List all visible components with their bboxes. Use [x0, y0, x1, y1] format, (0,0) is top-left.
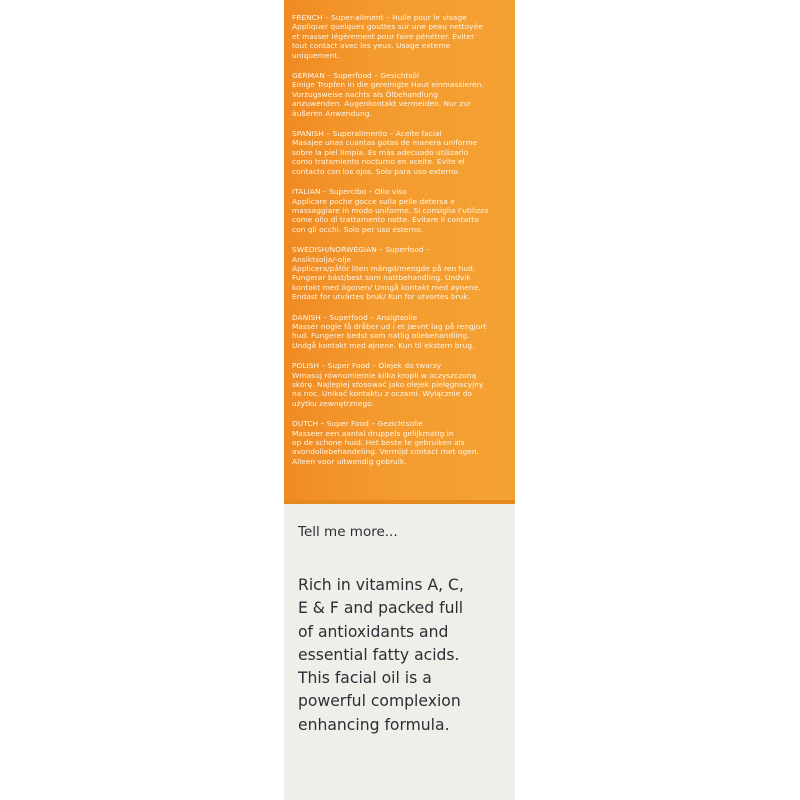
product-box — [284, 0, 515, 800]
translation-line: GERMAN – Superfood – Gesichtsöl — [292, 71, 420, 81]
translation-line: SPANISH – Superalimento – Aceite facial — [292, 129, 442, 139]
translation-line: kontakt med ögonen/ Unngå kontakt med øynene. — [292, 282, 481, 292]
translation-line: skórę. Najlepiej stosować jako olejek pielęgnacyjny — [292, 380, 484, 389]
translation-danish — [292, 313, 514, 351]
info-body-line: powerful complexion — [298, 692, 461, 711]
translation-line: uniquement. — [292, 50, 340, 60]
translation-line: sobre la piel limpia. Es más adecuado utilizarlo — [292, 147, 469, 157]
info-body-line: This facial oil is a — [298, 669, 432, 688]
translation-line: op de schone huid. Het beste te gebruiken als — [292, 438, 465, 448]
translation-swedish-norwegian — [292, 245, 514, 301]
info-body — [298, 574, 514, 737]
translation-spanish — [292, 129, 514, 176]
translation-line: Appliquer quelques gouttes sur une peau nettoyée — [292, 22, 483, 32]
translation-line: Wmasuj równomiernie kilka kropli w oczyszczoną — [292, 370, 477, 380]
translation-line: FRENCH – Super-aliment – Huile pour le visage — [292, 13, 467, 22]
translation-line: Massér nogle få dråber ud i et jævnt lag på rengjort — [292, 321, 487, 331]
translation-italian — [292, 187, 514, 234]
translation-dutch — [292, 419, 514, 466]
info-heading: Tell me more... — [298, 524, 398, 540]
translation-line: Undgå kontakt med øjnene. Kun til ekstern brug. — [292, 340, 475, 350]
translation-line: hud. Fungerer bedst som natlig oliebehandling. — [292, 331, 470, 341]
translation-line: come olio di trattamento notte. Evitare il contatto — [292, 215, 479, 225]
translation-line: contacto con los ojos. Solo para uso externo. — [292, 166, 461, 176]
info-body-line: essential fatty acids. — [298, 645, 460, 664]
info-body-line: Rich in vitamins A, C, — [298, 576, 464, 594]
translation-line: Alleen voor uitwendig gebruik. — [292, 456, 407, 466]
translation-line: ITALIAN – Supercibo – Olio viso — [292, 187, 407, 197]
translation-line: DUTCH – Super Food – Gezichtsolie — [292, 419, 423, 429]
info-body-line: E & F and packed full — [298, 599, 464, 618]
translations-panel — [284, 0, 515, 500]
translation-french — [292, 13, 514, 60]
translation-line: na noc. Unikać kontaktu z oczami. Wyłącznie do — [292, 389, 473, 399]
translation-line: Applicera/påför liten mängd/mengde på ren hud. — [292, 263, 476, 273]
translation-line: como tratamiento nocturno en aceite. Evite el — [292, 157, 465, 167]
info-body-line: of antioxidants and — [298, 622, 449, 641]
translation-line: Masseer een aantal druppels gelijkmatig in — [292, 428, 454, 438]
translation-line: äußeren Anwendung. — [292, 108, 372, 118]
translation-line: Endast for utvärtes bruk/ Kun for utvortes bruk. — [292, 292, 471, 302]
translation-line: Einige Tropfen in die gereinigte Haut einmassieren. — [292, 80, 484, 90]
translation-line: POLISH – Super Food – Olejek do twarzy — [292, 361, 442, 371]
translation-german — [292, 71, 514, 118]
translation-line: SWEDISH/NORWEGIAN – Superfood – — [292, 245, 430, 255]
translation-line: Fungerar bäst/best som nattbehandling. Undvik — [292, 273, 471, 283]
translations-list — [292, 13, 514, 477]
translation-line: użytku zewnętrznego. — [292, 398, 375, 408]
translation-line: tout contact avec les yeux. Usage externe — [292, 41, 451, 51]
translation-line: con gli occhi. Solo per uso esterno. — [292, 224, 423, 234]
translation-line: massaggiare in modo uniforme. Si consiglia l'utilizzo — [292, 205, 489, 215]
translation-line: Vorzugsweise nachts als Ölbehandlung — [292, 89, 438, 99]
info-body-line: enhancing formula. — [298, 715, 450, 734]
translation-polish — [292, 361, 514, 408]
translation-line: anzuwenden. Augenkontakt vermeiden. Nur zur — [292, 99, 472, 109]
translation-line: Applicare poche gocce sulla pelle detersa e — [292, 196, 455, 206]
translation-line: et masser légèrement pour faire pénétrer. Éviter — [292, 31, 475, 41]
translation-line: DANISH – Superfood – Ansigtsolie — [292, 312, 418, 322]
translation-line: Masajee unas cuantas gotas de manera uniforme — [292, 138, 478, 148]
translation-line: Ansiktsolja/-olje — [292, 254, 352, 264]
translation-line: avondoliebehandeling. Vermijd contact met ogen. — [292, 447, 479, 457]
